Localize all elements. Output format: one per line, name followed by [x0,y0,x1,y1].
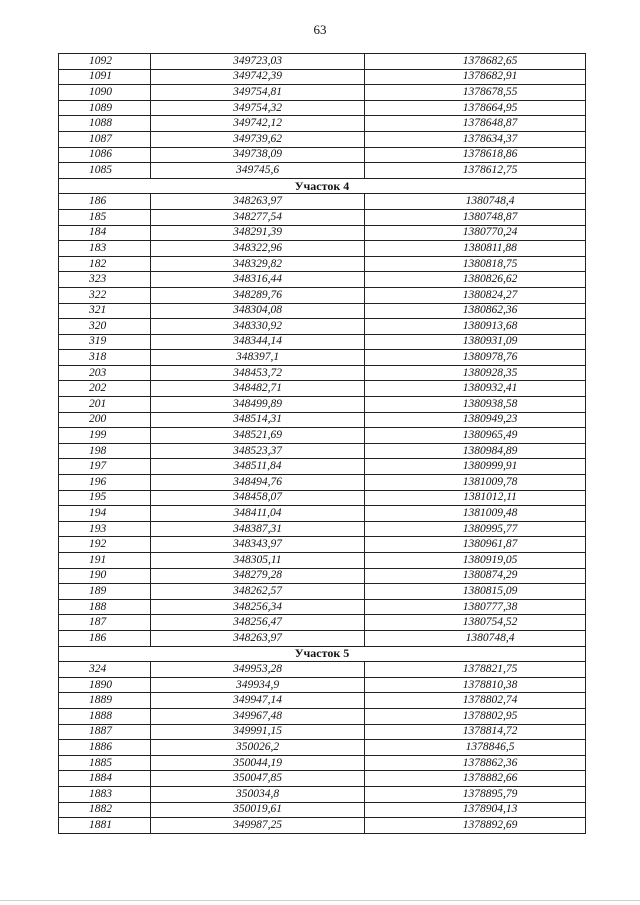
x-coordinate-cell: 350026,2 [151,740,365,756]
y-coordinate-cell: 1380818,75 [365,256,586,272]
section-header-row [59,178,586,194]
x-coordinate-cell: 349947,14 [151,693,365,709]
point-number-cell: 189 [59,584,151,600]
table-row [59,85,586,101]
point-number-cell: 319 [59,334,151,350]
y-coordinate-cell: 1380811,88 [365,241,586,257]
table-row [59,708,586,724]
y-coordinate-cell: 1378664,95 [365,100,586,116]
x-coordinate-cell: 348494,76 [151,475,365,491]
x-coordinate-cell: 348263,97 [151,630,365,646]
y-coordinate-cell: 1378846,5 [365,740,586,756]
point-number-cell: 1887 [59,724,151,740]
x-coordinate-cell: 348289,76 [151,287,365,303]
x-coordinate-cell: 348499,89 [151,397,365,413]
point-number-cell: 324 [59,662,151,678]
x-coordinate-cell: 349754,32 [151,100,365,116]
y-coordinate-cell: 1380931,09 [365,334,586,350]
table-row [59,350,586,366]
x-coordinate-cell: 348514,31 [151,412,365,428]
table-row [59,194,586,210]
x-coordinate-cell: 348322,96 [151,241,365,257]
x-coordinate-cell: 349723,03 [151,54,365,70]
y-coordinate-cell: 1380995,77 [365,521,586,537]
table-row [59,693,586,709]
x-coordinate-cell: 350044,19 [151,755,365,771]
point-number-cell: 198 [59,443,151,459]
y-coordinate-cell: 1380874,29 [365,568,586,584]
table-row [59,100,586,116]
table-row [59,599,586,615]
x-coordinate-cell: 348511,84 [151,459,365,475]
point-number-cell: 1089 [59,100,151,116]
table-row [59,256,586,272]
point-number-cell: 190 [59,568,151,584]
x-coordinate-cell: 348277,54 [151,209,365,225]
point-number-cell: 200 [59,412,151,428]
point-number-cell: 195 [59,490,151,506]
x-coordinate-cell: 349991,15 [151,724,365,740]
y-coordinate-cell: 1380824,27 [365,287,586,303]
point-number-cell: 1088 [59,116,151,132]
x-coordinate-cell: 348329,82 [151,256,365,272]
point-number-cell: 186 [59,194,151,210]
table-row [59,724,586,740]
x-coordinate-cell: 348304,08 [151,303,365,319]
table-row [59,506,586,522]
table-row [59,771,586,787]
x-coordinate-cell: 349967,48 [151,708,365,724]
point-number-cell: 193 [59,521,151,537]
table-row [59,490,586,506]
table-row [59,412,586,428]
table-row [59,584,586,600]
point-number-cell: 323 [59,272,151,288]
y-coordinate-cell: 1378634,37 [365,131,586,147]
x-coordinate-cell: 349754,81 [151,85,365,101]
y-coordinate-cell: 1380978,76 [365,350,586,366]
y-coordinate-cell: 1380815,09 [365,584,586,600]
point-number-cell: 199 [59,428,151,444]
x-coordinate-cell: 348453,72 [151,365,365,381]
y-coordinate-cell: 1378904,13 [365,802,586,818]
x-coordinate-cell: 350047,85 [151,771,365,787]
x-coordinate-cell: 348343,97 [151,537,365,553]
y-coordinate-cell: 1381009,78 [365,475,586,491]
table-row [59,163,586,179]
table-row [59,147,586,163]
point-number-cell: 1092 [59,54,151,70]
table-row [59,802,586,818]
point-number-cell: 186 [59,630,151,646]
point-number-cell: 196 [59,475,151,491]
x-coordinate-cell: 349745,6 [151,163,365,179]
y-coordinate-cell: 1378678,55 [365,85,586,101]
table-row [59,69,586,85]
point-number-cell: 197 [59,459,151,475]
y-coordinate-cell: 1378892,69 [365,818,586,834]
table-row [59,568,586,584]
table-row [59,818,586,834]
point-number-cell: 184 [59,225,151,241]
y-coordinate-cell: 1380777,38 [365,599,586,615]
x-coordinate-cell: 348330,92 [151,319,365,335]
table-row [59,755,586,771]
coordinates-table [58,53,586,834]
y-coordinate-cell: 1380928,35 [365,365,586,381]
point-number-cell: 201 [59,397,151,413]
point-number-cell: 1091 [59,69,151,85]
point-number-cell: 1890 [59,677,151,693]
point-number-cell: 320 [59,319,151,335]
x-coordinate-cell: 349739,62 [151,131,365,147]
table-row [59,521,586,537]
x-coordinate-cell: 350019,61 [151,802,365,818]
point-number-cell: 1883 [59,786,151,802]
point-number-cell: 1086 [59,147,151,163]
point-number-cell: 1889 [59,693,151,709]
y-coordinate-cell: 1378682,65 [365,54,586,70]
y-coordinate-cell: 1381009,48 [365,506,586,522]
section-header-row [59,646,586,662]
y-coordinate-cell: 1378814,72 [365,724,586,740]
section-title: Участок 4 [59,178,586,194]
table-row [59,615,586,631]
table-row [59,303,586,319]
table-row [59,428,586,444]
point-number-cell: 192 [59,537,151,553]
scan-bottom-edge [0,900,640,901]
x-coordinate-cell: 349987,25 [151,818,365,834]
table-row [59,241,586,257]
x-coordinate-cell: 349934,9 [151,677,365,693]
x-coordinate-cell: 348387,31 [151,521,365,537]
point-number-cell: 1885 [59,755,151,771]
y-coordinate-cell: 1380965,49 [365,428,586,444]
x-coordinate-cell: 348305,11 [151,553,365,569]
y-coordinate-cell: 1380949,23 [365,412,586,428]
point-number-cell: 318 [59,350,151,366]
y-coordinate-cell: 1380748,4 [365,630,586,646]
y-coordinate-cell: 1378821,75 [365,662,586,678]
x-coordinate-cell: 349742,12 [151,116,365,132]
table-row [59,365,586,381]
x-coordinate-cell: 348279,28 [151,568,365,584]
table-row [59,209,586,225]
y-coordinate-cell: 1381012,11 [365,490,586,506]
coordinates-table-body [59,54,586,834]
table-row [59,116,586,132]
table-row [59,131,586,147]
table-row [59,459,586,475]
point-number-cell: 1881 [59,818,151,834]
table-row [59,786,586,802]
y-coordinate-cell: 1378682,91 [365,69,586,85]
table-row [59,553,586,569]
table-row [59,662,586,678]
x-coordinate-cell: 348458,07 [151,490,365,506]
x-coordinate-cell: 348263,97 [151,194,365,210]
y-coordinate-cell: 1380999,91 [365,459,586,475]
y-coordinate-cell: 1380984,89 [365,443,586,459]
y-coordinate-cell: 1380938,58 [365,397,586,413]
point-number-cell: 1087 [59,131,151,147]
table-row [59,287,586,303]
y-coordinate-cell: 1380862,36 [365,303,586,319]
point-number-cell: 1090 [59,85,151,101]
y-coordinate-cell: 1380961,87 [365,537,586,553]
y-coordinate-cell: 1378802,74 [365,693,586,709]
point-number-cell: 1085 [59,163,151,179]
point-number-cell: 188 [59,599,151,615]
y-coordinate-cell: 1380748,87 [365,209,586,225]
point-number-cell: 322 [59,287,151,303]
point-number-cell: 194 [59,506,151,522]
x-coordinate-cell: 348344,14 [151,334,365,350]
y-coordinate-cell: 1378802,95 [365,708,586,724]
y-coordinate-cell: 1378648,87 [365,116,586,132]
x-coordinate-cell: 348482,71 [151,381,365,397]
point-number-cell: 321 [59,303,151,319]
point-number-cell: 185 [59,209,151,225]
y-coordinate-cell: 1378612,75 [365,163,586,179]
y-coordinate-cell: 1378862,36 [365,755,586,771]
y-coordinate-cell: 1378895,79 [365,786,586,802]
table-row [59,740,586,756]
point-number-cell: 183 [59,241,151,257]
x-coordinate-cell: 348256,47 [151,615,365,631]
table-row [59,54,586,70]
x-coordinate-cell: 349738,09 [151,147,365,163]
x-coordinate-cell: 348316,44 [151,272,365,288]
table-row [59,397,586,413]
x-coordinate-cell: 348262,57 [151,584,365,600]
point-number-cell: 187 [59,615,151,631]
y-coordinate-cell: 1380748,4 [365,194,586,210]
y-coordinate-cell: 1378882,66 [365,771,586,787]
table-row [59,334,586,350]
point-number-cell: 182 [59,256,151,272]
point-number-cell: 1886 [59,740,151,756]
point-number-cell: 1884 [59,771,151,787]
point-number-cell: 203 [59,365,151,381]
table-row [59,537,586,553]
point-number-cell: 191 [59,553,151,569]
y-coordinate-cell: 1378618,86 [365,147,586,163]
point-number-cell: 1882 [59,802,151,818]
x-coordinate-cell: 350034,8 [151,786,365,802]
page-number: 63 [313,22,327,37]
table-row [59,630,586,646]
table-row [59,443,586,459]
y-coordinate-cell: 1380919,05 [365,553,586,569]
x-coordinate-cell: 349742,39 [151,69,365,85]
x-coordinate-cell: 348397,1 [151,350,365,366]
y-coordinate-cell: 1380770,24 [365,225,586,241]
x-coordinate-cell: 348521,69 [151,428,365,444]
point-number-cell: 202 [59,381,151,397]
y-coordinate-cell: 1380932,41 [365,381,586,397]
x-coordinate-cell: 349953,28 [151,662,365,678]
x-coordinate-cell: 348411,04 [151,506,365,522]
point-number-cell: 1888 [59,708,151,724]
x-coordinate-cell: 348291,39 [151,225,365,241]
section-title: Участок 5 [59,646,586,662]
y-coordinate-cell: 1380754,52 [365,615,586,631]
y-coordinate-cell: 1380826,62 [365,272,586,288]
x-coordinate-cell: 348523,37 [151,443,365,459]
table-row [59,272,586,288]
table-row [59,225,586,241]
y-coordinate-cell: 1378810,38 [365,677,586,693]
table-row [59,319,586,335]
y-coordinate-cell: 1380913,68 [365,319,586,335]
table-row [59,381,586,397]
x-coordinate-cell: 348256,34 [151,599,365,615]
table-row [59,677,586,693]
table-row [59,475,586,491]
